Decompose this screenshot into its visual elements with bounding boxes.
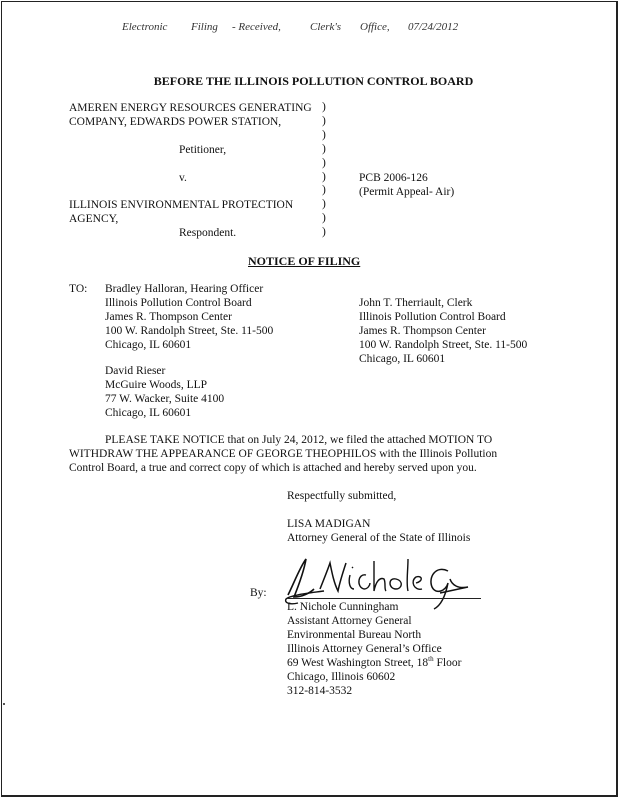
body-line-3: Control Board, a true and correct copy of which is attached and hereby served upon you.	[69, 462, 477, 474]
caption-paren-column	[322, 101, 326, 240]
signer-phone: 312-814-3532	[287, 685, 353, 697]
address-line: Illinois Pollution Control Board	[105, 297, 252, 309]
address-line: 100 W. Randolph Street, Ste. 11-500	[359, 339, 528, 351]
petitioner-role: Petitioner,	[179, 144, 227, 156]
scan-speck	[3, 703, 5, 705]
street-floor: Floor	[433, 657, 462, 669]
address-line: Chicago, IL 60601	[105, 339, 192, 351]
signer-city: Chicago, Illinois 60602	[287, 671, 396, 683]
signer-street	[287, 656, 461, 670]
petitioner-name-line2: COMPANY, EDWARDS POWER STATION,	[69, 116, 282, 128]
signer-bureau: Environmental Bureau North	[287, 629, 422, 641]
caption-paren: )	[322, 226, 326, 239]
address-line: Bradley Halloran, Hearing Officer	[105, 283, 264, 295]
address-line: Chicago, IL 60601	[359, 353, 446, 365]
caption-paren: )	[322, 101, 326, 113]
signature-line	[287, 598, 481, 599]
caption-paren: )	[322, 156, 326, 169]
caption-paren: )	[322, 212, 326, 225]
street-main: 69 West Washington Street, 18	[287, 657, 429, 669]
respondent-role: Respondent.	[179, 227, 237, 239]
respectfully-submitted: Respectfully submitted,	[287, 490, 397, 502]
attorney-general-title: Attorney General of the State of Illinois	[287, 532, 471, 544]
respondent-name-line2: AGENCY,	[69, 213, 119, 225]
caption-paren: )	[322, 198, 326, 211]
document-title: BEFORE THE ILLINOIS POLLUTION CONTROL BOARD	[153, 74, 474, 88]
signer-block	[287, 600, 461, 698]
address-line: Illinois Pollution Control Board	[359, 311, 506, 323]
caption-paren: )	[322, 128, 326, 141]
stamp-date: 07/24/2012	[408, 21, 459, 33]
respondent-name-line1: ILLINOIS ENVIRONMENTAL PROTECTION	[69, 199, 294, 211]
body-line-2: WITHDRAW THE APPEARANCE OF GEORGE THEOPHILOS with the Illinois Pollution	[69, 448, 498, 460]
caption-paren: )	[322, 170, 326, 183]
to-label: TO:	[69, 283, 88, 295]
case-type: (Permit Appeal- Air)	[359, 186, 455, 198]
address-line: Chicago, IL 60601	[105, 407, 192, 419]
signer-title: Assistant Attorney General	[287, 615, 412, 627]
caption-paren: )	[322, 114, 326, 127]
address-line: James R. Thompson Center	[359, 325, 486, 337]
recipient-therriault	[359, 296, 527, 366]
caption-paren: )	[322, 184, 326, 197]
stamp-received: - Received,	[232, 21, 281, 33]
caption-paren: )	[322, 142, 326, 155]
address-line: McGuire Woods, LLP	[105, 379, 208, 391]
address-line: John T. Therriault, Clerk	[359, 297, 473, 309]
stamp-clerks: Clerk's	[310, 21, 342, 33]
petitioner-name-line1: AMEREN ENERGY RESOURCES GENERATING	[69, 102, 312, 114]
notice-heading: NOTICE OF FILING	[248, 254, 361, 268]
versus: v.	[179, 172, 187, 184]
recipient-halloran	[105, 282, 273, 352]
attorney-general-name: LISA MADIGAN	[287, 518, 371, 530]
street-ordinal: th	[428, 655, 434, 664]
case-number: PCB 2006-126	[359, 172, 428, 184]
signer-agency: Illinois Attorney General’s Office	[287, 643, 442, 655]
address-line: 100 W. Randolph Street, Ste. 11-500	[105, 325, 274, 337]
address-line: James R. Thompson Center	[105, 311, 232, 323]
stamp-electronic: Electronic	[122, 21, 168, 33]
address-line: 77 W. Wacker, Suite 4100	[105, 393, 225, 405]
signer-name: L. Nichole Cunningham	[287, 601, 399, 613]
stamp-filing: Filing	[191, 21, 218, 33]
stamp-office: Office,	[360, 21, 390, 33]
recipient-rieser	[105, 364, 224, 420]
address-line: David Rieser	[105, 365, 166, 377]
by-label: By:	[250, 587, 267, 599]
body-line-1: PLEASE TAKE NOTICE that on July 24, 2012, we filed the attached MOTION TO	[105, 434, 493, 446]
